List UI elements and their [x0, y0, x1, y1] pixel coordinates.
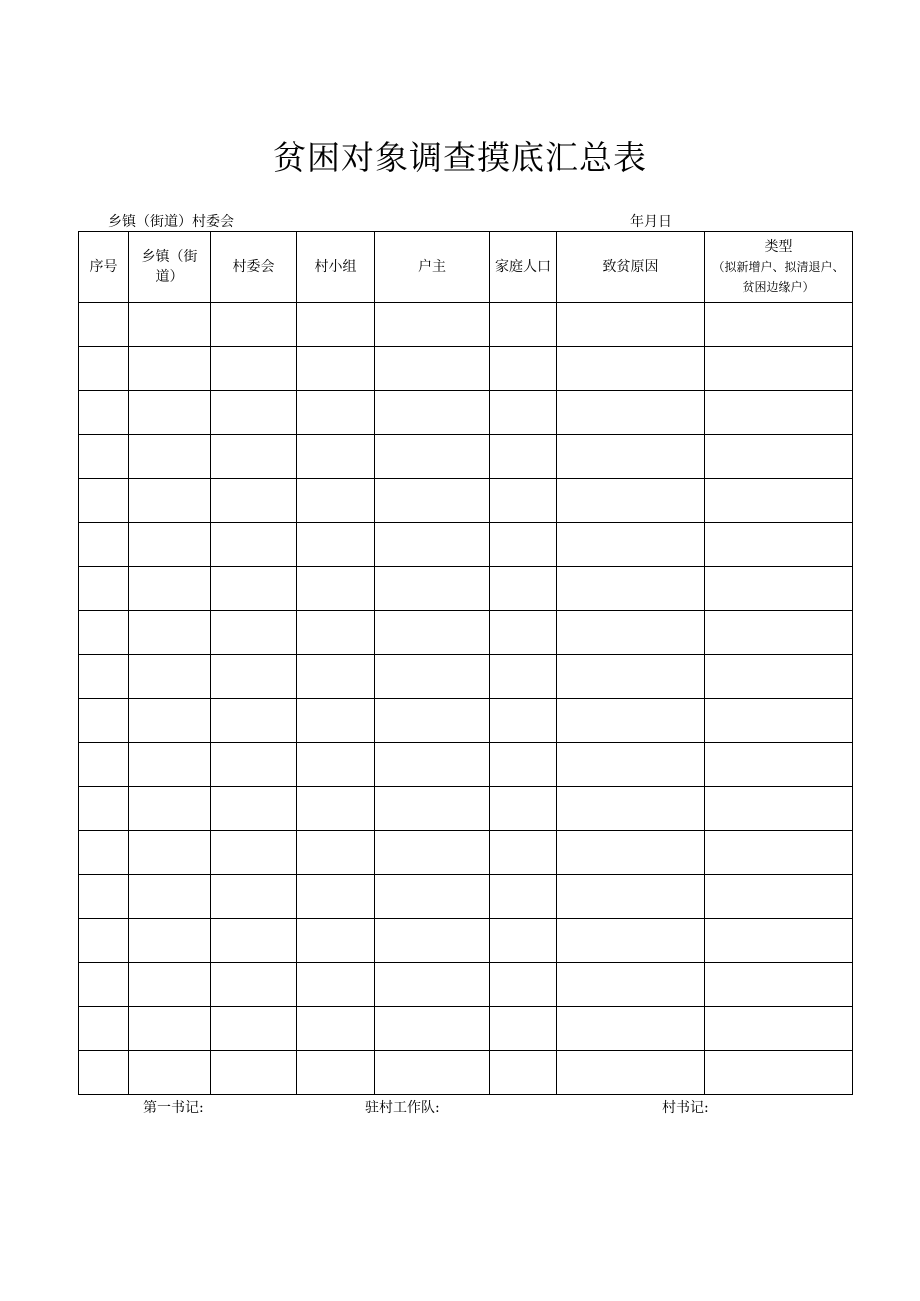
cell-type[interactable]: [705, 523, 853, 567]
header-village-group: 村小组: [297, 232, 375, 303]
cell-village-committee[interactable]: [211, 347, 297, 391]
cell-index[interactable]: [79, 611, 129, 655]
cell-family-population[interactable]: [490, 699, 557, 743]
cell-family-population[interactable]: [490, 787, 557, 831]
cell-village-committee[interactable]: [211, 963, 297, 1007]
cell-village-group[interactable]: [297, 391, 375, 435]
cell-poverty-cause[interactable]: [557, 611, 705, 655]
cell-village-committee[interactable]: [211, 391, 297, 435]
cell-family-population[interactable]: [490, 963, 557, 1007]
cell-type[interactable]: [705, 611, 853, 655]
cell-township[interactable]: [129, 963, 211, 1007]
header-township: 乡镇（街道）: [129, 232, 211, 303]
cell-village-group[interactable]: [297, 435, 375, 479]
cell-type[interactable]: [705, 787, 853, 831]
cell-township[interactable]: [129, 1007, 211, 1051]
cell-type[interactable]: [705, 831, 853, 875]
cell-householder[interactable]: [375, 1051, 490, 1095]
cell-family-population[interactable]: [490, 479, 557, 523]
cell-poverty-cause[interactable]: [557, 347, 705, 391]
cell-index[interactable]: [79, 963, 129, 1007]
cell-family-population[interactable]: [490, 1007, 557, 1051]
cell-township[interactable]: [129, 347, 211, 391]
cell-type[interactable]: [705, 435, 853, 479]
page-title: 贫困对象调查摸底汇总表: [273, 138, 647, 177]
cell-family-population[interactable]: [490, 875, 557, 919]
cell-index[interactable]: [79, 479, 129, 523]
cell-village-committee[interactable]: [211, 875, 297, 919]
cell-poverty-cause[interactable]: [557, 303, 705, 347]
cell-village-committee[interactable]: [211, 479, 297, 523]
table-row: [79, 919, 853, 963]
cell-type[interactable]: [705, 347, 853, 391]
cell-householder[interactable]: [375, 435, 490, 479]
cell-poverty-cause[interactable]: [557, 1007, 705, 1051]
table-row: [79, 831, 853, 875]
table-row: [79, 699, 853, 743]
table-header-row: [79, 232, 853, 303]
cell-householder[interactable]: [375, 875, 490, 919]
cell-type[interactable]: [705, 567, 853, 611]
cell-village-committee[interactable]: [211, 655, 297, 699]
cell-township[interactable]: [129, 611, 211, 655]
location-label: 乡镇（街道）村委会: [108, 214, 234, 230]
cell-type[interactable]: [705, 919, 853, 963]
cell-township[interactable]: [129, 523, 211, 567]
cell-village-committee[interactable]: [211, 831, 297, 875]
cell-family-population[interactable]: [490, 523, 557, 567]
cell-village-committee[interactable]: [211, 523, 297, 567]
cell-township[interactable]: [129, 303, 211, 347]
table-row: [79, 391, 853, 435]
table-row: [79, 875, 853, 919]
cell-village-group[interactable]: [297, 567, 375, 611]
cell-type[interactable]: [705, 875, 853, 919]
cell-village-group[interactable]: [297, 831, 375, 875]
cell-village-committee[interactable]: [211, 1051, 297, 1095]
cell-village-group[interactable]: [297, 479, 375, 523]
cell-village-committee[interactable]: [211, 435, 297, 479]
cell-householder[interactable]: [375, 743, 490, 787]
cell-family-population[interactable]: [490, 831, 557, 875]
footer-first-secretary: 第一书记:: [143, 1100, 204, 1116]
cell-poverty-cause[interactable]: [557, 963, 705, 1007]
cell-poverty-cause[interactable]: [557, 435, 705, 479]
cell-type[interactable]: [705, 699, 853, 743]
cell-index[interactable]: [79, 831, 129, 875]
cell-index[interactable]: [79, 347, 129, 391]
cell-type[interactable]: [705, 743, 853, 787]
cell-householder[interactable]: [375, 391, 490, 435]
cell-village-committee[interactable]: [211, 567, 297, 611]
cell-index[interactable]: [79, 699, 129, 743]
cell-householder[interactable]: [375, 787, 490, 831]
cell-poverty-cause[interactable]: [557, 479, 705, 523]
cell-family-population[interactable]: [490, 743, 557, 787]
cell-householder[interactable]: [375, 611, 490, 655]
cell-township[interactable]: [129, 787, 211, 831]
cell-householder[interactable]: [375, 567, 490, 611]
cell-township[interactable]: [129, 875, 211, 919]
cell-householder[interactable]: [375, 699, 490, 743]
cell-family-population[interactable]: [490, 655, 557, 699]
table-row: [79, 743, 853, 787]
cell-township[interactable]: [129, 435, 211, 479]
cell-village-committee[interactable]: [211, 1007, 297, 1051]
table-row: [79, 523, 853, 567]
cell-poverty-cause[interactable]: [557, 523, 705, 567]
cell-poverty-cause[interactable]: [557, 919, 705, 963]
cell-householder[interactable]: [375, 655, 490, 699]
cell-householder[interactable]: [375, 479, 490, 523]
cell-township[interactable]: [129, 567, 211, 611]
cell-householder[interactable]: [375, 1007, 490, 1051]
cell-index[interactable]: [79, 1007, 129, 1051]
cell-village-group[interactable]: [297, 523, 375, 567]
cell-village-group[interactable]: [297, 303, 375, 347]
cell-village-committee[interactable]: [211, 303, 297, 347]
header-type-sub: （拟新增户、拟清退户、贫困边缘户）: [712, 260, 845, 294]
table-row: [79, 567, 853, 611]
cell-index[interactable]: [79, 303, 129, 347]
cell-village-committee[interactable]: [211, 787, 297, 831]
cell-village-group[interactable]: [297, 611, 375, 655]
cell-type[interactable]: [705, 1007, 853, 1051]
date-label: 年月日: [630, 214, 672, 230]
cell-type[interactable]: [705, 303, 853, 347]
cell-village-group[interactable]: [297, 743, 375, 787]
cell-poverty-cause[interactable]: [557, 743, 705, 787]
table-row: [79, 1007, 853, 1051]
header-householder: 户主: [375, 232, 490, 303]
cell-village-group[interactable]: [297, 919, 375, 963]
cell-village-group[interactable]: [297, 655, 375, 699]
table-row: [79, 435, 853, 479]
cell-poverty-cause[interactable]: [557, 875, 705, 919]
cell-index[interactable]: [79, 435, 129, 479]
header-type: [705, 232, 853, 303]
cell-index[interactable]: [79, 919, 129, 963]
cell-village-committee[interactable]: [211, 699, 297, 743]
table-row: [79, 787, 853, 831]
cell-family-population[interactable]: [490, 919, 557, 963]
cell-village-group[interactable]: [297, 787, 375, 831]
cell-poverty-cause[interactable]: [557, 1051, 705, 1095]
table-row: [79, 347, 853, 391]
cell-poverty-cause[interactable]: [557, 655, 705, 699]
cell-type[interactable]: [705, 1051, 853, 1095]
cell-index[interactable]: [79, 655, 129, 699]
cell-family-population[interactable]: [490, 567, 557, 611]
table-row: [79, 1051, 853, 1095]
cell-type[interactable]: [705, 655, 853, 699]
cell-township[interactable]: [129, 655, 211, 699]
cell-township[interactable]: [129, 391, 211, 435]
table-row: [79, 655, 853, 699]
cell-index[interactable]: [79, 875, 129, 919]
cell-householder[interactable]: [375, 303, 490, 347]
cell-householder[interactable]: [375, 347, 490, 391]
table-row: [79, 963, 853, 1007]
table-row: [79, 303, 853, 347]
cell-village-committee[interactable]: [211, 919, 297, 963]
cell-poverty-cause[interactable]: [557, 699, 705, 743]
cell-village-group[interactable]: [297, 699, 375, 743]
header-index: 序号: [79, 232, 129, 303]
cell-family-population[interactable]: [490, 1051, 557, 1095]
survey-table: [78, 231, 853, 1095]
cell-family-population[interactable]: [490, 611, 557, 655]
cell-poverty-cause[interactable]: [557, 831, 705, 875]
cell-index[interactable]: [79, 567, 129, 611]
cell-village-group[interactable]: [297, 875, 375, 919]
cell-index[interactable]: [79, 523, 129, 567]
cell-index[interactable]: [79, 743, 129, 787]
cell-family-population[interactable]: [490, 303, 557, 347]
cell-index[interactable]: [79, 1051, 129, 1095]
cell-poverty-cause[interactable]: [557, 567, 705, 611]
cell-householder[interactable]: [375, 963, 490, 1007]
cell-type[interactable]: [705, 963, 853, 1007]
cell-householder[interactable]: [375, 919, 490, 963]
cell-type[interactable]: [705, 479, 853, 523]
header-family-population: 家庭人口: [490, 232, 557, 303]
cell-township[interactable]: [129, 743, 211, 787]
cell-family-population[interactable]: [490, 391, 557, 435]
cell-householder[interactable]: [375, 523, 490, 567]
cell-village-committee[interactable]: [211, 743, 297, 787]
cell-township[interactable]: [129, 479, 211, 523]
cell-householder[interactable]: [375, 831, 490, 875]
cell-village-group[interactable]: [297, 963, 375, 1007]
cell-village-group[interactable]: [297, 347, 375, 391]
cell-poverty-cause[interactable]: [557, 391, 705, 435]
header-village-committee: 村委会: [211, 232, 297, 303]
cell-village-group[interactable]: [297, 1051, 375, 1095]
table-row: [79, 611, 853, 655]
header-poverty-cause: 致贫原因: [557, 232, 705, 303]
cell-township[interactable]: [129, 1051, 211, 1095]
cell-family-population[interactable]: [490, 347, 557, 391]
table-row: [79, 479, 853, 523]
cell-township[interactable]: [129, 919, 211, 963]
cell-poverty-cause[interactable]: [557, 787, 705, 831]
cell-township[interactable]: [129, 699, 211, 743]
cell-village-committee[interactable]: [211, 611, 297, 655]
cell-type[interactable]: [705, 391, 853, 435]
cell-village-group[interactable]: [297, 1007, 375, 1051]
cell-index[interactable]: [79, 391, 129, 435]
cell-township[interactable]: [129, 831, 211, 875]
header-type-main: 类型: [764, 239, 793, 255]
cell-index[interactable]: [79, 787, 129, 831]
table-body: [79, 303, 853, 1095]
footer-village-secretary: 村书记:: [662, 1100, 709, 1116]
footer-task-force: 驻村工作队:: [365, 1100, 440, 1116]
cell-family-population[interactable]: [490, 435, 557, 479]
